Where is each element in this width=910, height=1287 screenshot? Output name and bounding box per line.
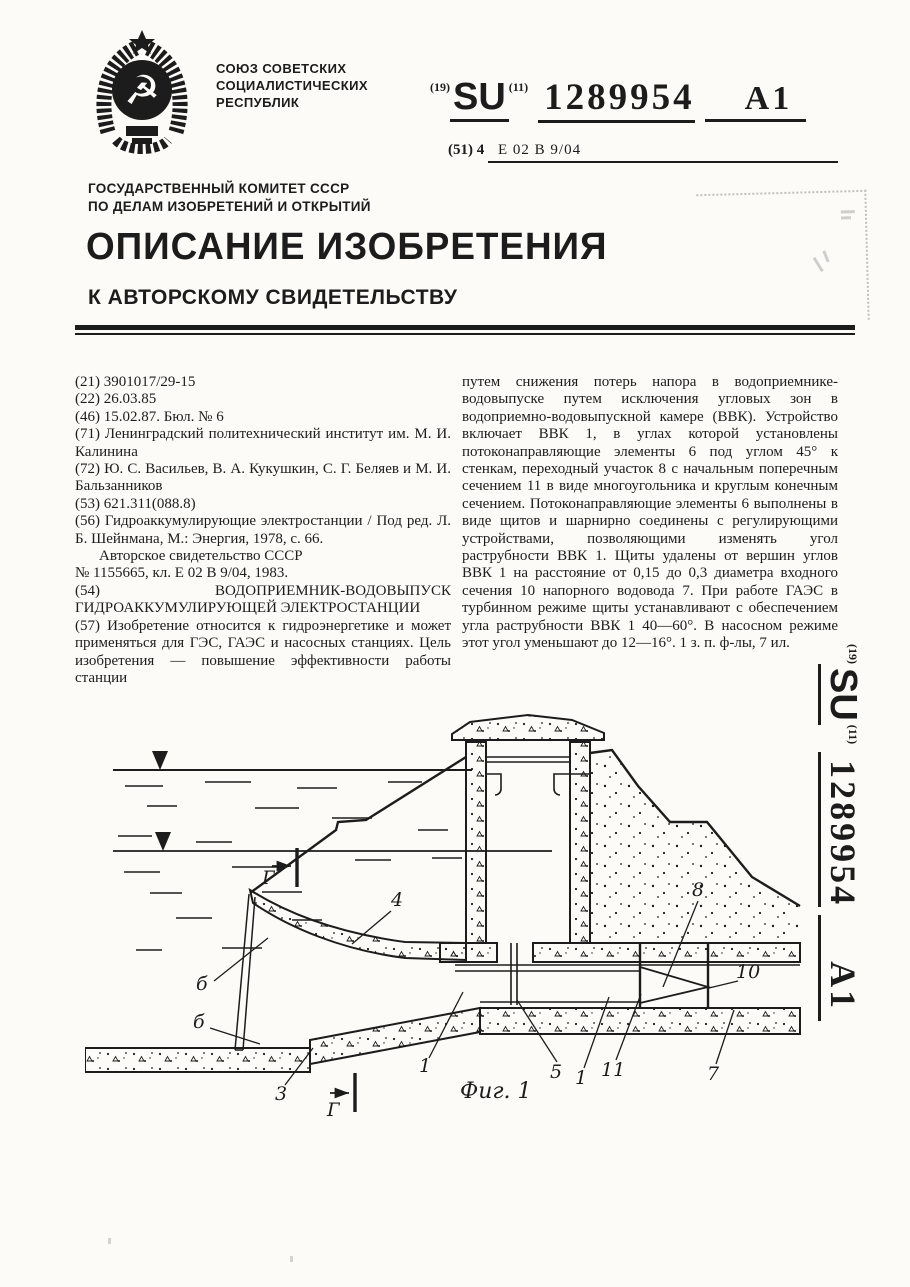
flow-guide-vane <box>235 894 255 1050</box>
kind-code: A1 <box>705 80 807 122</box>
field-46-publication-date: (46) 15.02.87. Бюл. № 6 <box>75 408 224 425</box>
figure-1-drawing <box>85 710 815 1125</box>
figure-label-1b: 1 <box>575 1067 588 1089</box>
publication-number: 1289954 <box>538 77 695 123</box>
figure-label-8: 8 <box>692 879 705 901</box>
field-71-applicant: (71) Ленинградский политехнический институт им. М. И. Калинина <box>75 426 451 460</box>
figure-label-4: 4 <box>391 889 404 911</box>
sidebar-publication-number: 1289954 <box>818 752 863 907</box>
section-letter-upper: Г <box>262 867 275 889</box>
sidebar-kind-code: A1 <box>818 915 863 1021</box>
figure-label-5: 5 <box>550 1061 563 1083</box>
water-level-icon-upper <box>152 751 168 770</box>
figure-label-6b: б <box>193 1011 205 1033</box>
document-title: ОПИСАНИЕ ИЗОБРЕТЕНИЯ <box>86 226 608 268</box>
union-name-line1: СОЮЗ СОВЕТСКИХ <box>216 61 347 76</box>
water-level-icon-lower <box>155 832 171 851</box>
field-56-reference-2a: Авторское свидетельство СССР <box>99 548 303 565</box>
figure-label-10: 10 <box>736 961 761 983</box>
ipc-prefix: (51) 4 <box>448 142 485 158</box>
left-column <box>75 374 451 687</box>
document-subtitle: К АВТОРСКОМУ СВИДЕТЕЛЬСТВУ <box>88 286 458 309</box>
transition-cone <box>640 967 708 1003</box>
figure-caption: Фиг. 1 <box>460 1079 532 1104</box>
separator-bar-thin <box>75 333 855 335</box>
hammer-and-sickle-glyph: ☭ <box>124 68 160 114</box>
ipc-class: Е 02 В 9/04 <box>488 142 838 163</box>
abstract-continuation: путем снижения потерь напора в водоприемнике-водовыпуске путем исключения угловых зон в водоприемно-водовыпускной камере (ВВК). Устройство включает ВВК 1, в углах которой установлены потоконаправляющие элементы 6 под углом 45° к стенкам, переходный участок 8 с начальным поперечным сечением 11 в виде многоугольника и круглым конечным сечением. Потоконаправляющие элементы 6 выполнены в виде щитов и шарнирно соединены с регулирующими устройствами, позволяющими изменять угол раструбности ВВК 1. Щиты удалены от вершин углов ВВК 1 на расстояние от 0,15 до 0,3 диаметра входного сечения 10 напорного водовода 7. При работе ГАЭС в турбинном режиме щиты устанавливают с обеспечением угла раструбности ВВК 1 40—60°. В насосном режиме этот угол уменьшают до 12—16°. 1 з. п. ф-лы, 7 ил. <box>462 374 838 652</box>
stamp-artifact <box>696 190 869 324</box>
committee-line1: ГОСУДАРСТВЕННЫЙ КОМИТЕТ СССР <box>88 181 350 196</box>
figure-label-11: 11 <box>601 1059 626 1081</box>
field-56-reference-1: (56) Гидроаккумулирующие электростанции / Под ред. Л. Б. Шейнмана, М.: Энергия, 1978, с. 66. <box>75 513 451 547</box>
scan-speck <box>108 1238 111 1244</box>
field-57-abstract-start: (57) Изобретение относится к гидроэнергетике и может применяться для ГЭС, ГАЭС и насосных станциях. Цель изобретения — повышение эффективности работы станции <box>75 617 451 686</box>
committee-line2: ПО ДЕЛАМ ИЗОБРЕТЕНИЙ И ОТКРЫТИЙ <box>88 199 371 214</box>
figure-label-1a: 1 <box>419 1055 432 1077</box>
committee <box>88 180 371 216</box>
dam-slope <box>250 757 466 893</box>
code-11: (11) <box>508 80 529 94</box>
code-19: (19) <box>430 80 450 94</box>
figure-label-3: 3 <box>275 1083 288 1105</box>
union-name-line3: РЕСПУБЛИК <box>216 95 300 110</box>
sidebar-code-11: (11) <box>846 724 860 745</box>
separator-bar <box>75 325 855 330</box>
country-code: SU <box>450 76 509 122</box>
conduit-ceiling-slab <box>440 943 800 962</box>
union-name-line2: СОЦИАЛИСТИЧЕСКИХ <box>216 78 368 93</box>
field-22-filing-date: (22) 26.03.85 <box>75 391 157 408</box>
field-53-udc: (53) 621.311(088.8) <box>75 495 196 512</box>
embankment <box>590 750 800 941</box>
field-54-invention-title: (54) ВОДОПРИЕМНИК-ВОДОВЫПУСК ГИДРОАККУМУЛИРУЮЩЕЙ ЭЛЕКТРОСТАНЦИИ <box>75 582 451 617</box>
ussr-coat-of-arms-icon <box>86 28 198 164</box>
figure-label-7: 7 <box>707 1063 720 1085</box>
figure-label-6a: б <box>196 973 208 995</box>
publication-header <box>430 76 806 119</box>
ipc-row <box>448 142 838 163</box>
intake-lip <box>250 890 466 960</box>
field-72-inventors: (72) Ю. С. Васильев, В. А. Кукушкин, С. Г. Беляев и М. И. Бальзанников <box>75 461 451 495</box>
union-name <box>216 60 368 111</box>
section-letter-lower: Г <box>327 1099 340 1121</box>
field-21-application-number: (21) 3901017/29-15 <box>75 374 196 390</box>
sidebar-code-19: (19) <box>846 644 860 664</box>
sidebar-publication-code <box>821 644 864 1021</box>
right-column <box>462 374 838 653</box>
scan-speck <box>290 1256 293 1262</box>
field-56-reference-2b: № 1155665, кл. Е 02 В 9/04, 1983. <box>75 565 289 582</box>
sidebar-country-code: SU <box>818 664 864 725</box>
